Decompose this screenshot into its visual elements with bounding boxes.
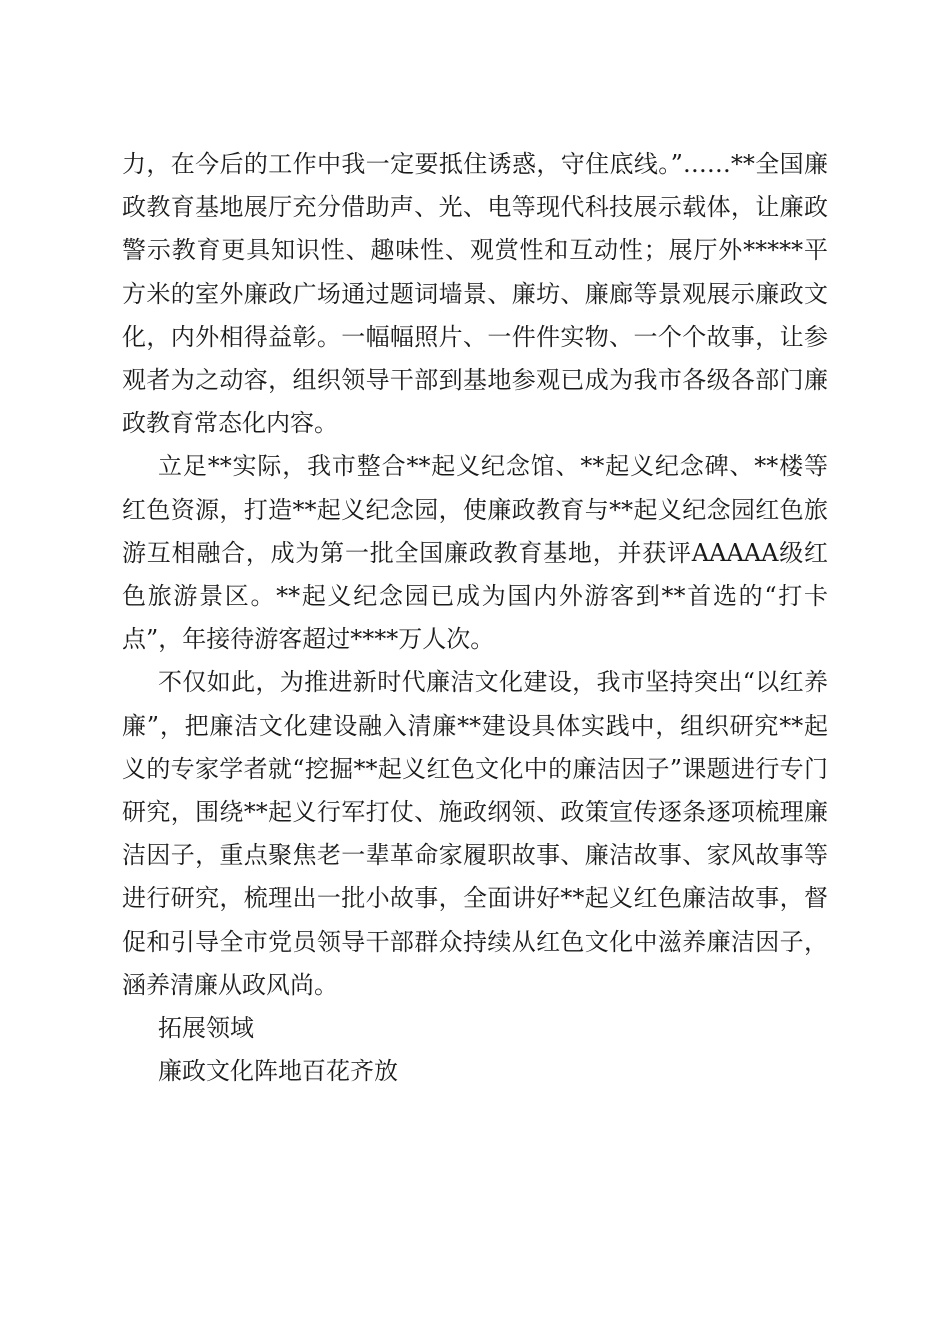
paragraph-continuation: 力，在今后的工作中我一定要抵住诱惑，守住底线。”……**全国廉政教育基地展厅充分借助声、光、电等现代科技展示载体，让廉政警示教育更具知识性、趣味性、观赏性和互动性；展厅外*****平方米的室外廉政广场通过题词墙景、廉坊、廉廊等景观展示廉政文化，内外相得益彰。一幅幅照片、一件件实物、一个个故事，让参观者为之动容，组织领导干部到基地参观已成为我市各级各部门廉政教育常态化内容。 bbox=[122, 150, 828, 438]
document-body bbox=[122, 143, 828, 1093]
section-title: 廉政文化阵地百花齐放 bbox=[158, 1057, 398, 1086]
paragraph-red-culture: 不仅如此，为推进新时代廉洁文化建设，我市坚持突出“以红养廉”，把廉洁文化建设融入清廉**建设具体实践中，组织研究**起义的专家学者就“挖掘**起义红色文化中的廉洁因子”课题进行专门研究，围绕**起义行军打仗、施政纲领、政策宣传逐条逐项梳理廉洁因子，重点聚焦老一辈革命家履职故事、廉洁故事、家风故事等进行研究，梳理出一批小故事，全面讲好**起义红色廉洁故事，督促和引导全市党员领导干部群众持续从红色文化中滋养廉洁因子，涵养清廉从政风尚。 bbox=[122, 668, 828, 999]
paragraph-red-resources: 立足**实际，我市整合**起义纪念馆、**起义纪念碑、**楼等红色资源，打造**起义纪念园，使廉政教育与**起义纪念园红色旅游互相融合，成为第一批全国廉政教育基地，并获评AAAAA级红色旅游景区。**起义纪念园已成为国内外游客到**首选的“打卡点”，年接待游客超过****万人次。 bbox=[122, 452, 828, 654]
section-label: 拓展领域 bbox=[158, 1014, 254, 1043]
